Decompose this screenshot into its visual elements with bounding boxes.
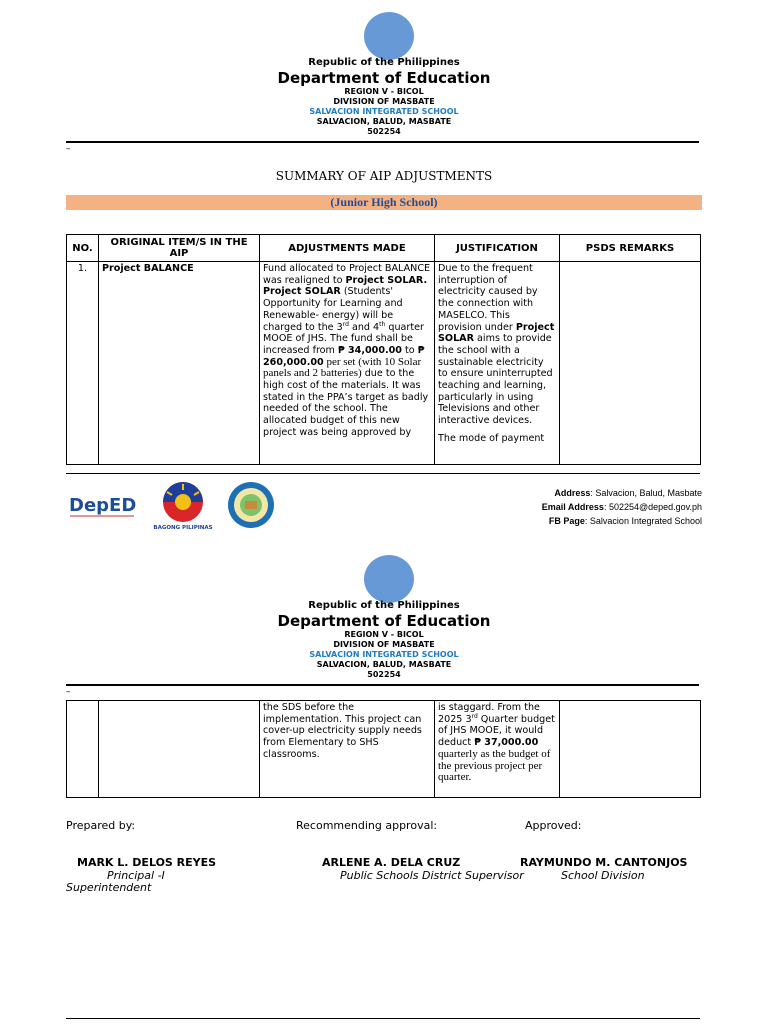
table-header-row xyxy=(67,235,701,262)
letterhead-2 xyxy=(0,600,768,680)
deped-seal-placeholder xyxy=(364,12,414,60)
footer-contact xyxy=(542,486,702,528)
table-row xyxy=(67,701,701,798)
adj-text-4: quarter MOOE of JHS. The fund shall be increased from xyxy=(263,321,424,356)
republic-label: Republic of the Philippines xyxy=(308,57,460,68)
remarks-cell xyxy=(560,262,701,465)
adj-amount-from: ₱ 34,000.00 xyxy=(337,344,402,356)
division-label: DIVISION OF MASBATE xyxy=(333,97,435,106)
deped-logo xyxy=(68,492,138,522)
department-title: Department of Education xyxy=(277,612,491,630)
adj-amount-to: ₱ 260,000.00 xyxy=(263,344,425,368)
address-value: : Salvacion, Balud, Masbate xyxy=(590,488,702,498)
region-label: REGION V - BICOL xyxy=(344,630,424,639)
school-address: SALVACION, BALUD, MASBATE xyxy=(316,117,452,126)
just-cont-amount: ₱ 37,000.00 xyxy=(474,737,539,749)
just-bold-1: Project SOLAR xyxy=(438,321,555,345)
adj-text-2: (Students' Opportunity for Learning and Renewable- energy) will be charged to the 3 xyxy=(263,286,403,333)
just-cont-text-1: is staggard. From the 2025 3 xyxy=(438,702,540,725)
original-item: Project BALANCE xyxy=(102,263,194,274)
justification-cell-cont xyxy=(435,701,560,798)
col-header-no: NO. xyxy=(67,235,99,262)
just-text-1: Due to the frequent interruption of electricity caused by the connection with MASELCO. This provision under xyxy=(438,263,538,333)
approved-position: School Division xyxy=(561,869,645,882)
republic-label: Republic of the Philippines xyxy=(308,600,460,611)
bagong-pilipinas-logo xyxy=(150,478,216,534)
school-address: SALVACION, BALUD, MASBATE xyxy=(316,660,452,669)
adj-sup-2: th xyxy=(379,320,386,328)
just-text-3: The mode of payment xyxy=(438,432,545,444)
col-header-adjustments: ADJUSTMENTS MADE xyxy=(260,235,435,262)
school-name: SALVACION INTEGRATED SCHOOL xyxy=(309,107,459,116)
school-seal-logo xyxy=(227,481,275,529)
recommending-position: Public Schools District Supervisor xyxy=(340,869,524,882)
header-rule-2 xyxy=(66,684,699,686)
adjustment-cell-cont xyxy=(260,701,435,798)
justification-cell xyxy=(435,262,560,465)
recommending-name: ARLENE A. DELA CRUZ xyxy=(322,856,461,869)
fb-value: : Salvacion Integrated School xyxy=(584,516,702,526)
section-band: (Junior High School) xyxy=(66,195,702,210)
department-title: Department of Education xyxy=(277,69,491,87)
adj-bold-1: Project SOLAR. xyxy=(345,274,428,286)
address-label: Address xyxy=(554,488,591,498)
bottom-footer-rule xyxy=(66,1018,700,1019)
prepared-position: Principal -I xyxy=(107,869,165,882)
prepared-position-2: Superintendent xyxy=(66,881,152,894)
email-label: Email Address xyxy=(541,502,604,512)
email-value: : 502254@deped.gov.ph xyxy=(603,502,702,512)
dash-marker: – xyxy=(66,144,71,154)
col-header-original: ORIGINAL ITEM/S IN THE AIP xyxy=(99,235,260,262)
aip-table xyxy=(66,234,701,465)
col-header-justification: JUSTIFICATION xyxy=(435,235,560,262)
school-seal-icon xyxy=(227,481,275,529)
original-item-cont xyxy=(99,701,260,798)
just-cont-text-3: quarterly as the budget of the previous project per quarter. xyxy=(438,747,551,784)
original-item-cell xyxy=(99,262,260,465)
fb-label: FB Page xyxy=(548,516,585,526)
just-cont-sup: rd xyxy=(471,712,478,720)
just-cont-text-2: Quarter budget of JHS MOOE, it would deduct xyxy=(438,713,555,749)
deped-seal-placeholder-2 xyxy=(364,555,414,603)
school-id: 502254 xyxy=(367,127,401,136)
school-name: SALVACION INTEGRATED SCHOOL xyxy=(309,650,459,659)
division-label: DIVISION OF MASBATE xyxy=(333,640,435,649)
table-row xyxy=(67,262,701,465)
school-id: 502254 xyxy=(367,670,401,679)
adj-bold-2: Project SOLAR xyxy=(263,286,341,298)
adj-text-6: per set (with 10 Solar panels and 2 batteries) xyxy=(263,355,422,380)
adj-sup-1: rd xyxy=(342,320,349,328)
adjustment-cell xyxy=(260,262,435,465)
adj-cont-text: the SDS before the implementation. This project can cover-up electricity supply needs from Elementary to SHS classrooms. xyxy=(263,702,422,760)
recommending-approval-label: Recommending approval: xyxy=(296,819,438,832)
dash-marker-2: – xyxy=(66,687,71,697)
adj-text-1: Fund allocated to Project BALANCE was realigned to xyxy=(263,263,431,286)
letterhead xyxy=(0,57,768,137)
approved-name: RAYMUNDO M. CANTONJOS xyxy=(520,856,688,869)
col-header-remarks: PSDS REMARKS xyxy=(560,235,701,262)
adj-text-7: due to the high cost of the materials. It was stated in the PPA’s target as badly needed of the school. The allocated budget of this new project was being approved by xyxy=(263,368,429,438)
approved-label: Approved: xyxy=(525,819,582,832)
document-title: SUMMARY OF AIP ADJUSTMENTS xyxy=(275,169,493,183)
remarks-cell-cont xyxy=(560,701,701,798)
adj-text-3: and 4 xyxy=(348,321,380,333)
deped-logo-icon xyxy=(68,492,138,522)
bagong-pilipinas-label: BAGONG PILIPINAS xyxy=(153,525,213,531)
prepared-name: MARK L. DELOS REYES xyxy=(77,856,217,869)
region-label: REGION V - BICOL xyxy=(344,87,424,96)
svg-text:DepED: DepED xyxy=(69,495,137,516)
just-text-2: aims to provide the school with a sustainable electricity to ensure uninterrupted teaching and learning, particularly in using Televisions and other interactive devices. xyxy=(438,333,553,427)
row-number: 1. xyxy=(67,262,99,465)
row-number-cont xyxy=(67,701,99,798)
header-rule xyxy=(66,141,699,143)
adj-text-5: to xyxy=(402,344,418,356)
prepared-by-label: Prepared by: xyxy=(66,819,136,832)
footer-rule xyxy=(66,473,700,474)
aip-table-continued xyxy=(66,700,701,798)
